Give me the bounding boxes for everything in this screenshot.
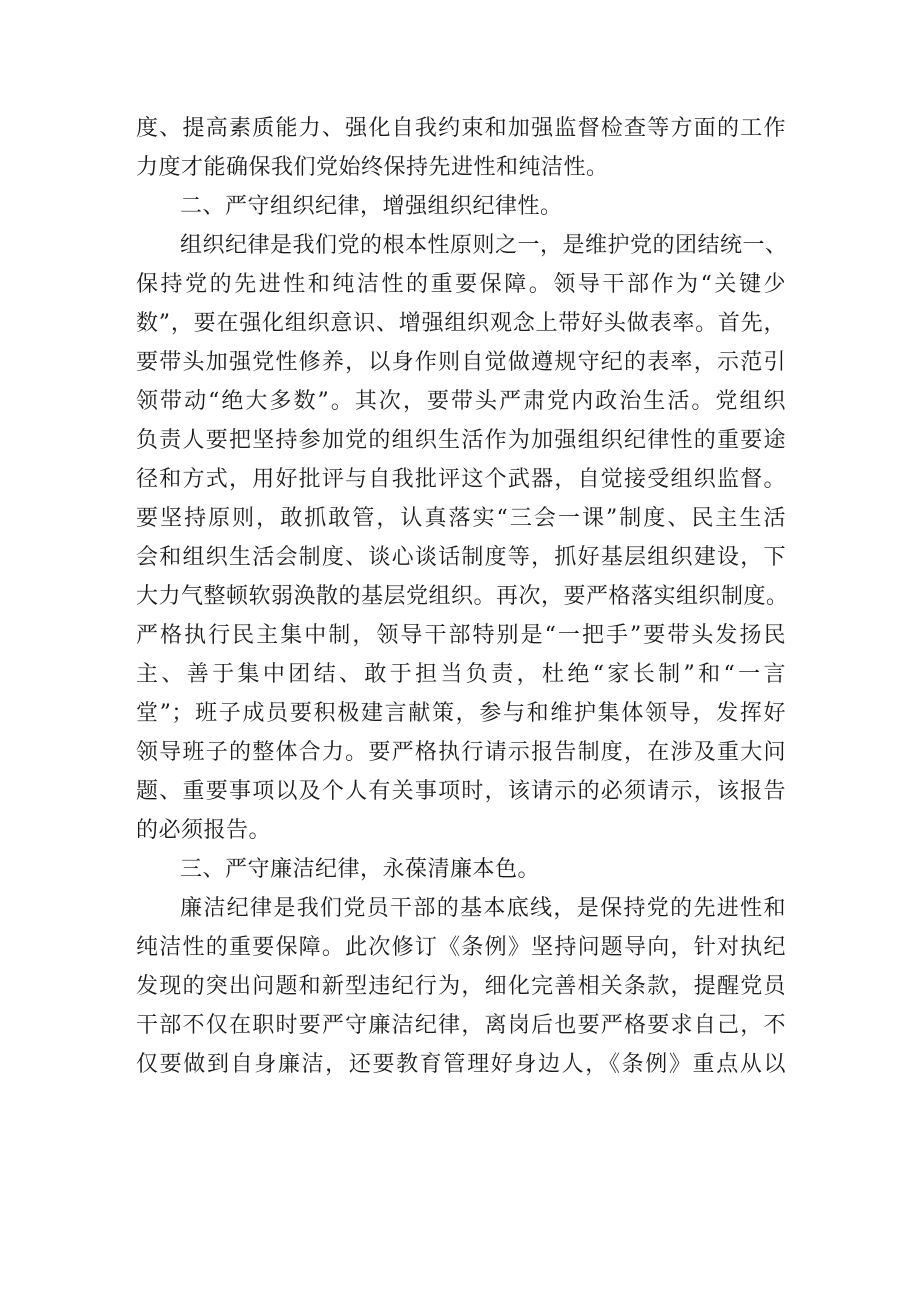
text-line: 力度才能确保我们党始终保持先进性和纯洁性。 — [136, 155, 609, 180]
document-body — [136, 109, 789, 1084]
text-line: 要坚持原则，敢抓敢管，认真落实“三会一课”制度、民主生活 — [136, 506, 786, 531]
text-line: 领带动“绝大多数”。其次，要带头严肃党内政治生活。党组织 — [136, 389, 786, 414]
text-line: 二、严守组织纪律，增强组织纪律性。 — [180, 194, 563, 219]
text-line: 组织纪律是我们党的根本性原则之一，是维护党的团结统一、 — [180, 233, 788, 258]
text-line: 保持党的先进性和纯洁性的重要保障。领导干部作为“关键少 — [136, 272, 786, 297]
text-line: 三、严守廉洁纪律，永葆清廉本色。 — [180, 857, 541, 882]
text-line: 干部不仅在职时要严守廉洁纪律，离岗后也要严格要求自己，不 — [136, 1013, 786, 1038]
text-line: 堂”；班子成员要积极建言献策，参与和维护集体领导，发挥好 — [136, 701, 786, 726]
text-line: 主、善于集中团结、敢于担当负责，杜绝“家长制”和“一言 — [136, 662, 786, 687]
text-line: 径和方式，用好批评与自我批评这个武器，自觉接受组织监督。 — [136, 467, 786, 492]
text-line: 的必须报告。 — [136, 818, 272, 843]
text-line: 领导班子的整体合力。要严格执行请示报告制度，在涉及重大问 — [136, 740, 786, 765]
text-line: 大力气整顿软弱涣散的基层党组织。再次，要严格落实组织制度。 — [136, 584, 789, 609]
text-line: 仅要做到自身廉洁，还要教育管理好身边人，《条例》重点从以 — [136, 1052, 786, 1077]
text-line: 度、提高素质能力、强化自我约束和加强监督检查等方面的工作 — [136, 116, 786, 141]
text-line: 严格执行民主集中制，领导干部特别是“一把手”要带头发扬民 — [136, 623, 786, 648]
text-line: 发现的突出问题和新型违纪行为，细化完善相关条款，提醒党员 — [136, 974, 786, 999]
text-line: 会和组织生活会制度、谈心谈话制度等，抓好基层组织建设，下 — [136, 545, 786, 570]
text-line: 负责人要把坚持参加党的组织生活作为加强组织纪律性的重要途 — [136, 428, 786, 453]
text-line: 要带头加强党性修养，以身作则自觉做遵规守纪的表率，示范引 — [136, 350, 786, 375]
text-line: 廉洁纪律是我们党员干部的基本底线，是保持党的先进性和 — [180, 896, 786, 921]
text-line: 题、重要事项以及个人有关事项时，该请示的必须请示，该报告 — [136, 779, 786, 804]
text-line: 数”，要在强化组织意识、增强组织观念上带好头做表率。首先， — [136, 311, 786, 336]
text-line: 纯洁性的重要保障。此次修订《条例》坚持问题导向，针对执纪 — [136, 935, 786, 960]
